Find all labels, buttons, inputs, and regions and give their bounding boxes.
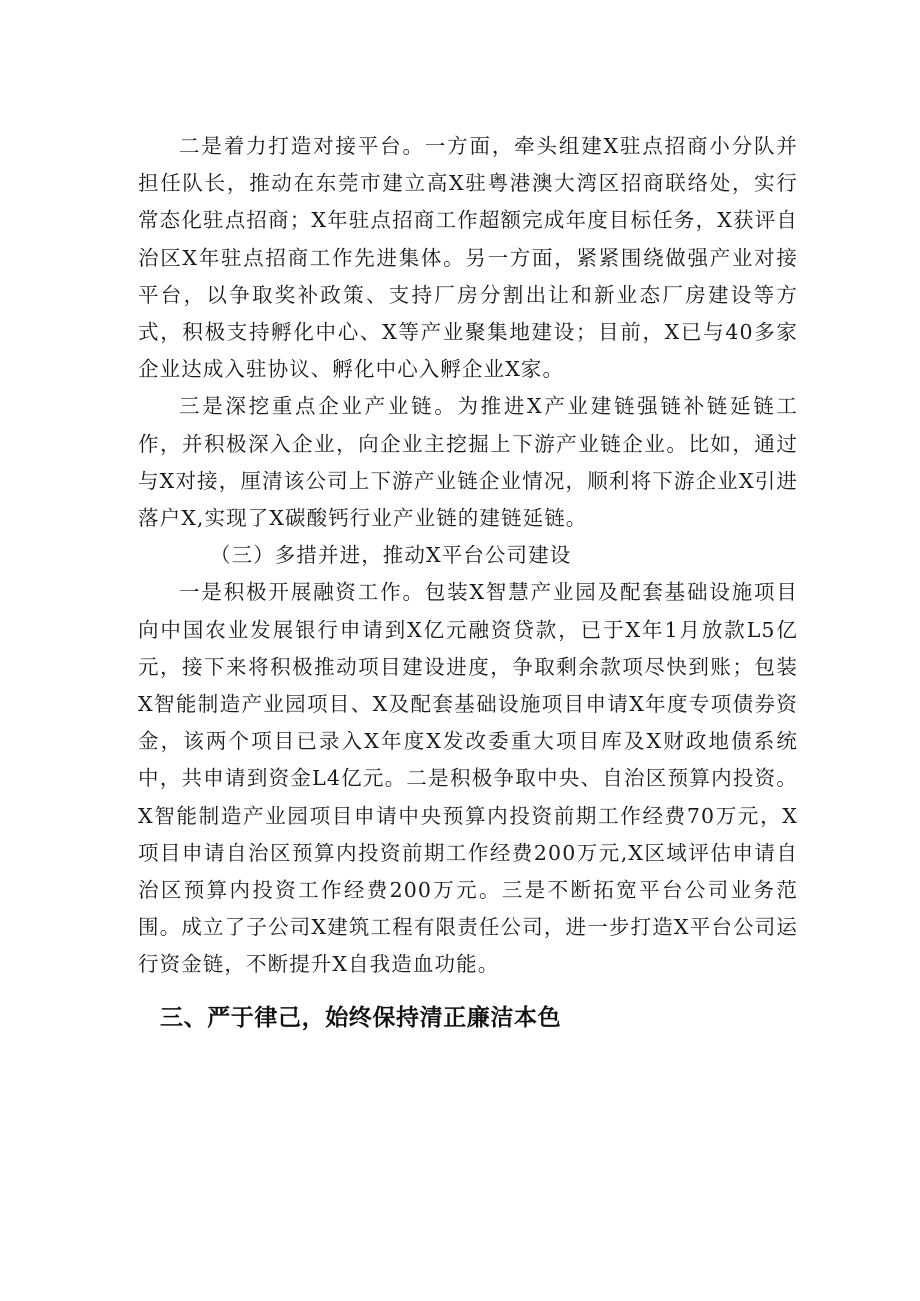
section-heading-integrity: 三、严于律己，始终保持清正廉洁本色: [160, 1004, 562, 1031]
document-body: [138, 128, 798, 1038]
paragraph-platform-docking: 二是着力打造对接平台。一方面，牵头组建X驻点招商小分队并担任队长，推动在东莞市建立高X驻粤港澳大湾区招商联络处，实行常态化驻点招商；X年驻点招商工作超额完成年度目标任务，X获评自治区X年驻点招商工作先进集体。另一方面，紧紧围绕做强产业对接平台，以争取奖补政策、支持厂房分割出让和新业态厂房建设等方式，积极支持孵化中心、X等产业聚集地建设；目前，X已与40多家企业达成入驻协议、孵化中心入孵企业X家。: [138, 134, 798, 382]
subheading-platform-company: （三）多措并进，推动X平台公司建设: [210, 543, 572, 568]
paragraph-industry-chain: 三是深挖重点企业产业链。为推进X产业建链强链补链延链工作，并积极深入企业，向企业主挖掘上下游产业链企业。比如，通过与X对接，厘清该公司上下游产业链企业情况，顺利将下游企业X引进落户X,实现了X碳酸钙行业产业链的建链延链。: [138, 394, 798, 531]
paragraph-financing: 一是积极开展融资工作。包装X智慧产业园及配套基础设施项目向中国农业发展银行申请到X亿元融资贷款，已于X年1月放款L5亿元，接下来将积极推动项目建设进度，争取剩余款项尽快到账；包装X智能制造产业园项目、X及配套基础设施项目申请X年度专项债券资金，该两个项目已录入X年度X发改委重大项目库及X财政地债系统中，共申请到资金L4亿元。二是积极争取中央、自治区预算内投资。X智能制造产业园项目申请中央预算内投资前期工作经费70万元，X项目申请自治区预算内投资前期工作经费200万元,X区域评估申请自治区预算内投资工作经费200万元。三是不断拓宽平台公司业务范围。成立了子公司X建筑工程有限责任公司，进一步打造X平台公司运行资金链，不断提升X自我造血功能。: [138, 580, 798, 977]
